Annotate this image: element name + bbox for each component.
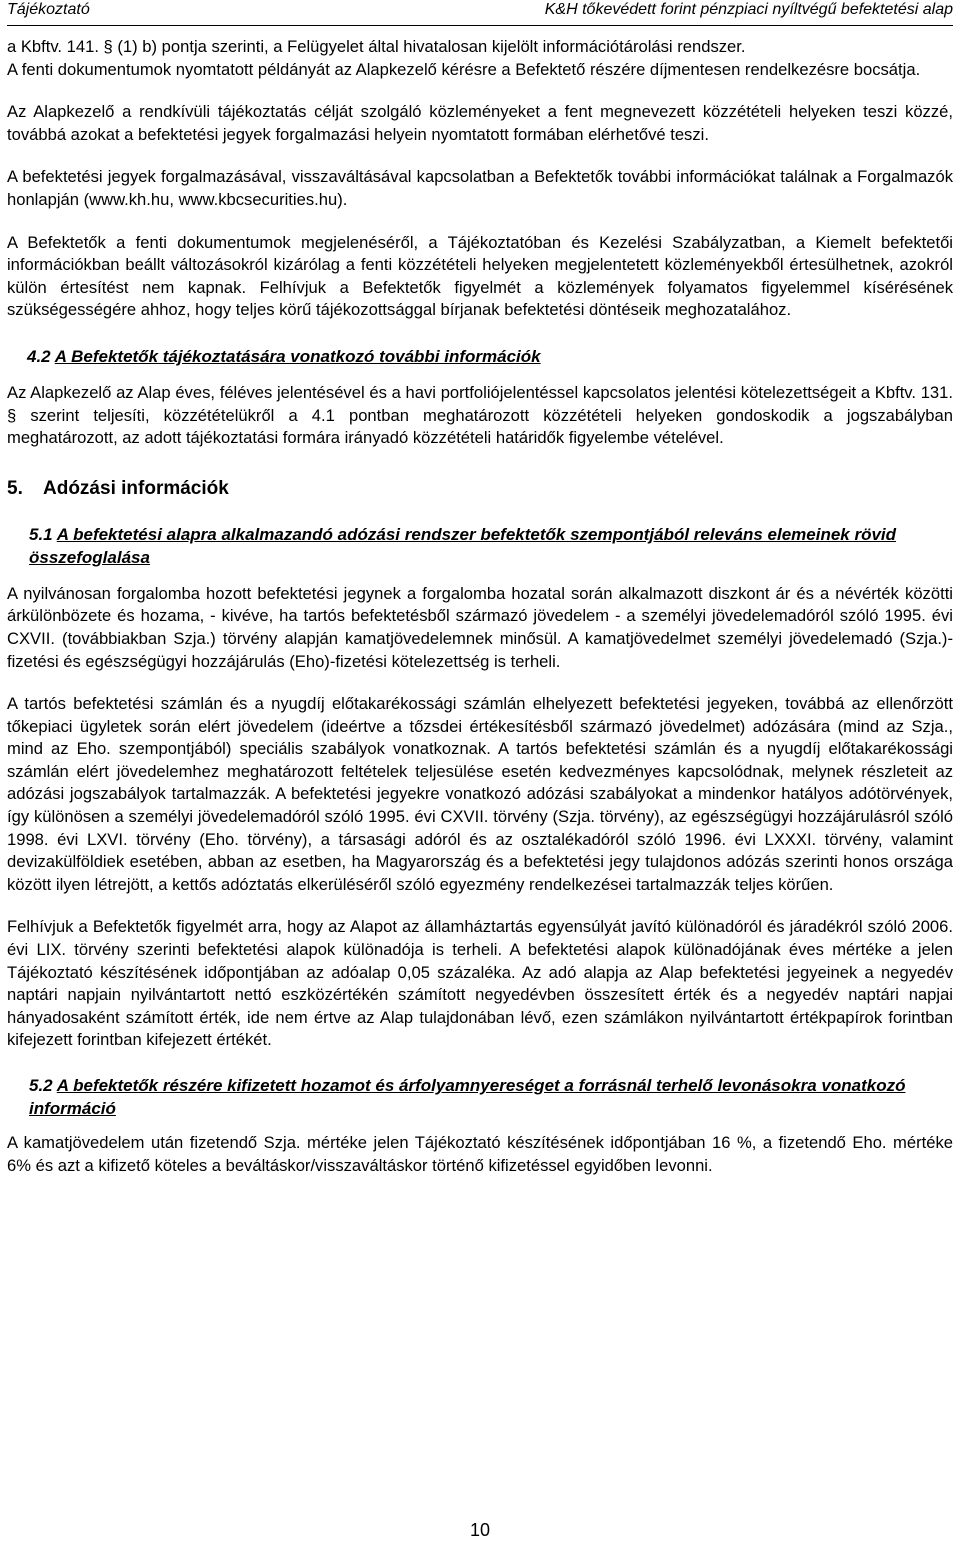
section-5-2-title: A befektetők részére kifizetett hozamot és árfolyamnyereséget a forrásnál terhelő levonásokra vonatkozó információ xyxy=(29,1076,906,1118)
section-5-1-heading xyxy=(7,523,953,569)
page-body xyxy=(7,36,953,1177)
section-5-title: Adózási információk xyxy=(43,477,229,499)
section-4-2-text: Az Alapkezelő az Alap éves, féléves jelentésével és a havi portfoliójelentéssel kapcsolatos jelentési kötelezettségeit a Kbftv. 131. § szerint teljesíti, közzétételükről a 4.1 pontban meghatározott közzétételi helyeken gondoskodik a jogszabályban meghatározott, az adott tájékoztatási formára irányadó közzétételi határidők figyelembe vételével. xyxy=(7,382,953,448)
paragraph-printed-copies: A fenti dokumentumok nyomtatott példányát az Alapkezelő kérésre a Befektető részére díjmentesen rendelkezésre bocsátja. xyxy=(7,59,921,79)
header-left-title: Tájékoztató xyxy=(7,1,90,18)
section-4-2-heading xyxy=(7,345,953,368)
section-5-1-title: A befektetési alapra alkalmazandó adózási rendszer befektetők szempontjából releváns elemeinek rövid összefoglalása xyxy=(29,524,897,567)
page-number: 10 xyxy=(469,1520,491,1540)
header-right-title: K&H tőkevédett forint pénzpiaci nyíltvégű befektetési alap xyxy=(544,1,953,18)
paragraph-kbftv-reference: a Kbftv. 141. § (1) b) pontja szerinti, a Felügyelet által hivatalosan kijelölt információtárolási rendszer. xyxy=(7,37,746,56)
section-5-heading xyxy=(7,477,953,501)
page-header xyxy=(7,0,953,26)
section-4-2-number: 4.2 xyxy=(27,346,51,366)
paragraph-distributor-websites: A befektetési jegyek forgalmazásával, visszaváltásával kapcsolatban a Befektetők további információkat találnak a Forgalmazók honlapján (www.kh.hu, www.kbcsecurities.hu). xyxy=(7,167,953,209)
section-5-2-heading xyxy=(7,1074,953,1120)
section-5-1-paragraph-3: Felhívjuk a Befektetők figyelmét arra, hogy az Alapot az államháztartás egyensúlyát javító különadóról és járadékról szóló 2006. évi LIX. törvény szerinti befektetési alapok különadója is terheli. A befektetési alapok különadójának éves mértéke a jelen Tájékoztató készítésének időpontjában az adóalap 0,05 százaléka. Az adó alapja az Alap befektetési jegyeinek a negyedév naptári napjain nyilvántartott nettó eszközértékén számított negyedévben összesített érték és a negyedév naptári napjai hányadosaként számított érték, ide nem értve az Alap tulajdonában lévő, ezen számlákon nyilvántartott értékpapírok forintban kifejezett forintban kifejezett értékét. xyxy=(7,917,953,1050)
section-5-1-paragraph-2: A tartós befektetési számlán és a nyugdíj előtakarékossági számlán elhelyezett befektetési jegyeken, továbbá az ellenőrzött tőkepiaci ügyletek során elért jövedelem (ideértve a tőzsdei értékesítésből származó jövedelmet) adózására (mind az Szja., mind az Eho. szempontjából) speciális szabályok vonatkoznak. A tartós befektetési számlán és a nyugdíj előtakarékossági számlán elért jövedelemhez meghatározott feltételek teljesülése esetén kedvezményes kapcsolódnak, melynek részleteit az adózási jogszabályok tartalmazzák. A befektetési jegyekre vonatkozó adózási szabályokat a mindenkor hatályos adótörvények, így különösen a személyi jövedelemadóról szóló 1995. évi CXVII. törvény (Szja. törvény), az egészségügyi hozzájárulásról szóló 1998. évi LXVI. törvény (Eho. törvény), a társasági adóról és az osztalékadóról szóló 1996. évi LXXXI. törvény, valamint devizakülföldiek esetében, abban az esetben, ha Magyarország és a befektetési jegy tulajdonos adózás szerinti honos országa között ilyen létrejött, a kettős adóztatás elkerüléséről szóló egyezmény rendelkezései tartalmazzák teljes körűen. xyxy=(7,694,953,894)
section-5-2-paragraph: A kamatjövedelem után fizetendő Szja. mértéke jelen Tájékoztató készítésének időpontjában 16 %, a fizetendő Eho. mértéke 6% és azt a kifizető köteles a beváltáskor/visszaváltáskor történő kifizetéssel egyidőben levonni. xyxy=(7,1133,953,1175)
paragraph-investor-notice: A Befektetők a fenti dokumentumok megjelenéséről, a Tájékoztatóban és Kezelési Szabályzatban, a Kiemelt befektetői információkban beállt változásokról kizárólag a fenti közzétételi helyeken megjelentetett közleményekből értesülhetnek, azokról külön értesítést nem kapnak. Felhívjuk a Befektetők figyelmét a közlemények folyamatos figyelemmel kísérésének szükségességére ahhoz, hogy teljes körű tájékozottsággal bírjanak befektetési döntéseik meghozatalához. xyxy=(7,232,953,320)
section-4-2-title: A Befektetők tájékoztatására vonatkozó további információk xyxy=(54,346,541,366)
paragraph-extraordinary-notices: Az Alapkezelő a rendkívüli tájékoztatás célját szolgáló közleményeket a fent megnevezett közzétételi helyeken teszi közzé, továbbá azokat a befektetési jegyek forgalmazási helyein nyomtatott formában elérhetővé teszi. xyxy=(7,102,953,144)
section-5-1-paragraph-1: A nyilvánosan forgalomba hozott befektetési jegynek a forgalomba hozatal során alkalmazott diszkont ár és a névérték közötti árkülönbözete és hozama, - kivéve, ha tartós befektetésből származó jövedelem - a személyi jövedelemadóról szóló 1995. évi CXVII. (továbbiakban Szja.) törvény alapján kamatjövedelemnek minősül. A kamatjövedelmet személyi jövedelemadó (Szja.)-fizetési és egészségügyi hozzájárulás (Eho)-fizetési kötelezettség is terheli. xyxy=(7,583,953,671)
section-5-number: 5. xyxy=(7,477,23,499)
section-5-2-number: 5.2 xyxy=(29,1076,53,1095)
section-5-1-number: 5.1 xyxy=(29,524,53,544)
